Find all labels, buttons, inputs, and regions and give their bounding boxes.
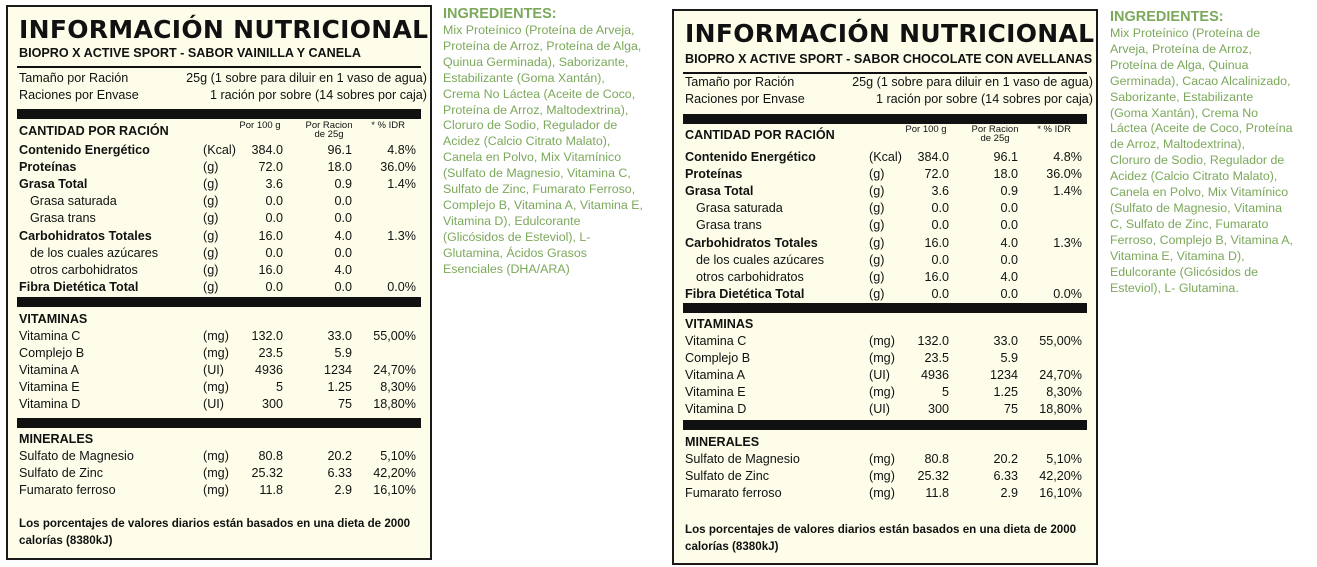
nutrient-row-fibra <box>19 280 427 296</box>
nutrient-row <box>19 246 427 262</box>
ingredients-line: Quinua Germinada), Saborizante, <box>443 54 629 69</box>
value-idr: 5,10% <box>380 449 416 463</box>
nutrient-unit: (UI) <box>203 363 224 378</box>
divider-thick <box>17 418 421 428</box>
value-per-racion: 4.0 <box>1000 269 1018 284</box>
ingredients-line: (Sulfato de Magnesio, Vitamina C, <box>443 166 631 181</box>
nutrient-unit: (Kcal) <box>203 143 236 157</box>
col-header-per100: Por 100 g <box>905 124 947 135</box>
nutrient-unit: (mg) <box>869 486 895 501</box>
nutrient-row <box>685 167 1093 183</box>
ingredients-line: Mix Proteínico (Proteína de Arveja, <box>443 23 635 37</box>
nutrient-unit: (g) <box>203 194 219 209</box>
value-per-100g: 72.0 <box>258 160 283 175</box>
value-per-racion: 96.1 <box>327 143 352 157</box>
nutrient-unit: (g) <box>869 167 885 182</box>
value-per-100g: 0.0 <box>931 286 949 301</box>
nutrient-row <box>19 194 427 210</box>
nutrient-row <box>685 270 1093 286</box>
vitamin-row <box>19 346 427 362</box>
value-per-racion: 18.0 <box>327 160 352 175</box>
value-per-100g: 3.6 <box>931 184 949 199</box>
ingredients-title: INGREDIENTES: <box>443 6 557 22</box>
value-per-racion: 0.0 <box>1000 252 1018 267</box>
ingredients-line: Esenciales (DHA/ARA) <box>443 261 570 276</box>
nutrient-row-fibra <box>685 287 1093 303</box>
serving-value: 25g (1 sobre para diluir en 1 vaso de agua) <box>852 75 1093 89</box>
value-per-racion: 4.0 <box>1000 235 1018 250</box>
nutrient-name: Vitamina D <box>685 402 747 417</box>
nutrient-row <box>19 211 427 227</box>
value-per-100g: 16.0 <box>258 262 283 277</box>
nutrient-name: Grasa saturada <box>30 194 117 209</box>
ingredients-line: Sulfato de Zinc, Fumarato Ferroso, <box>443 182 636 197</box>
ingredients-line: Ferroso, Complejo B, Vitamina A, <box>1110 232 1293 247</box>
value-idr: 0.0% <box>387 279 416 294</box>
nutrient-row <box>19 143 427 159</box>
nutrient-row <box>19 160 427 176</box>
value-per-100g: 0.0 <box>265 279 283 294</box>
vitamin-row <box>685 368 1093 384</box>
mineral-row <box>19 466 427 482</box>
value-per-racion: 5.9 <box>334 346 352 361</box>
ingredients-line: Saborizante, Estabilizante <box>1110 89 1254 104</box>
nutrient-name: Vitamina A <box>19 363 79 378</box>
serving-label: Raciones por Envase <box>685 92 805 106</box>
nutrient-unit: (Kcal) <box>869 150 902 164</box>
value-per-100g: 80.8 <box>924 452 949 466</box>
ingredients-line: (Sulfato de Magnesio, Vitamina <box>1110 200 1282 215</box>
value-idr: 18,80% <box>1039 402 1082 417</box>
divider-thick <box>683 114 1087 124</box>
value-per-racion: 1234 <box>989 368 1018 383</box>
value-per-100g: 23.5 <box>258 346 283 361</box>
nutrient-unit: (g) <box>203 228 219 243</box>
nutrient-name: Carbohidratos Totales <box>19 228 152 243</box>
nutrient-unit: (mg) <box>869 469 895 484</box>
value-idr: 1.4% <box>387 177 416 192</box>
ingredients-line: Crema No Láctea (Aceite de Coco, <box>443 86 636 101</box>
nutrient-name: Fibra Dietética Total <box>19 279 139 294</box>
value-idr: 55,00% <box>1039 334 1082 348</box>
nutrient-unit: (g) <box>869 218 885 233</box>
ingredients-line: de Arroz, Maltodextrina), <box>1110 137 1245 152</box>
divider <box>17 66 421 68</box>
nutrient-unit: (UI) <box>203 397 224 412</box>
value-idr: 42,20% <box>1039 469 1082 484</box>
value-per-racion: 1234 <box>323 363 352 378</box>
ingredients-line: (Goma Xantán), Crema No <box>1110 105 1259 120</box>
nutrient-unit: (mg) <box>869 351 895 366</box>
nutrient-name: Vitamina E <box>685 385 746 400</box>
value-per-100g: 16.0 <box>924 235 949 250</box>
value-per-100g: 384.0 <box>251 143 283 157</box>
value-per-racion: 2.9 <box>334 483 352 498</box>
nutrient-unit: (g) <box>869 235 885 250</box>
value-idr: 18,80% <box>373 397 416 412</box>
nutrient-name: Contenido Energético <box>685 150 816 164</box>
value-per-100g: 300 <box>261 397 283 412</box>
nutrient-row <box>685 201 1093 217</box>
product-subtitle: BIOPRO X ACTIVE SPORT - SABOR VAINILLA Y CANELA <box>19 46 361 60</box>
value-per-racion: 1.25 <box>327 380 352 395</box>
value-per-100g: 16.0 <box>258 228 283 243</box>
value-idr: 1.3% <box>1053 235 1082 250</box>
value-per-racion: 0.0 <box>334 279 352 294</box>
nutrient-row <box>19 263 427 279</box>
value-per-100g: 0.0 <box>265 245 283 260</box>
value-per-100g: 132.0 <box>251 329 283 343</box>
nutrient-unit: (mg) <box>203 380 229 395</box>
nutrient-unit: (mg) <box>203 483 229 498</box>
nutrient-name: Complejo B <box>19 346 85 361</box>
ingredients-title: INGREDIENTES: <box>1110 9 1224 25</box>
value-per-100g: 0.0 <box>265 211 283 226</box>
nutrient-name: Vitamina C <box>19 329 81 343</box>
value-per-racion: 4.0 <box>334 262 352 277</box>
col-header-idr: * % IDR <box>371 120 405 131</box>
value-per-racion: 33.0 <box>993 334 1018 348</box>
nutrient-name: Complejo B <box>685 351 751 366</box>
ingredients-line: (Glicósidos de Esteviol), L- <box>443 229 591 244</box>
serving-value: 1 ración por sobre (14 sobres por caja) <box>875 92 1093 106</box>
value-per-100g: 4936 <box>254 363 283 378</box>
vitaminas-header: VITAMINAS <box>19 312 88 326</box>
nutrient-unit: (mg) <box>869 385 895 400</box>
value-per-racion: 0.0 <box>1000 201 1018 216</box>
nutrient-unit: (g) <box>203 160 219 175</box>
nutrient-name: Fumarato ferroso <box>19 483 116 498</box>
nutrient-name: otros carbohidratos <box>696 269 804 284</box>
value-per-100g: 0.0 <box>931 201 949 216</box>
nutrient-name: de los cuales azúcares <box>696 252 825 267</box>
value-idr: 1.3% <box>387 228 416 243</box>
value-per-100g: 25.32 <box>917 469 949 484</box>
nutrient-row <box>19 177 427 193</box>
value-idr: 36.0% <box>380 160 416 175</box>
value-per-100g: 4936 <box>920 368 949 383</box>
nutrient-name: Contenido Energético <box>19 143 150 157</box>
nutrient-name: Sulfato de Magnesio <box>685 452 800 466</box>
minerales-header: MINERALES <box>685 435 760 449</box>
ingredients-line: Acidez (Calcio Citrato Malato), <box>1110 169 1278 184</box>
nutrient-name: Sulfato de Zinc <box>685 469 770 484</box>
value-idr: 0.0% <box>1053 286 1082 301</box>
nutrition-panel-vainilla <box>6 5 432 560</box>
nutrient-row <box>685 184 1093 200</box>
panel-title: INFORMACIÓN NUTRICIONAL <box>19 15 429 44</box>
nutrient-unit: (mg) <box>203 449 229 463</box>
value-per-racion: 5.9 <box>1000 351 1018 366</box>
panel-title: INFORMACIÓN NUTRICIONAL <box>685 19 1095 48</box>
value-per-100g: 5 <box>275 380 283 395</box>
mineral-row <box>685 486 1093 502</box>
ingredients-line: Vitamina D), Edulcorante <box>443 213 581 228</box>
nutrient-row <box>685 218 1093 234</box>
ingredients-line: Cloruro de Sodio, Regulador de <box>1110 153 1285 168</box>
serving-value: 1 ración por sobre (14 sobres por caja) <box>209 88 427 102</box>
serving-label: Raciones por Envase <box>19 88 139 102</box>
col-header-per100: Por 100 g <box>239 120 281 131</box>
col-header-idr: * % IDR <box>1037 124 1071 135</box>
value-per-100g: 25.32 <box>251 466 283 481</box>
col-header-per-racion-line2: de 25g <box>980 133 1010 144</box>
vitamin-row <box>19 329 427 345</box>
value-per-racion: 75 <box>1003 402 1018 417</box>
nutrient-unit: (mg) <box>203 329 229 343</box>
value-per-100g: 72.0 <box>924 167 949 182</box>
nutrient-unit: (g) <box>203 262 219 277</box>
value-per-racion: 2.9 <box>1000 486 1018 501</box>
divider-thick <box>17 297 421 307</box>
value-idr: 55,00% <box>373 329 416 343</box>
col-header-per-racion <box>299 121 359 139</box>
value-per-100g: 384.0 <box>917 150 949 164</box>
serving-value: 25g (1 sobre para diluir en 1 vaso de agua) <box>186 71 427 85</box>
nutrient-name: Sulfato de Magnesio <box>19 449 134 463</box>
nutrient-name: Sulfato de Zinc <box>19 466 104 481</box>
nutrient-name: Grasa trans <box>30 211 96 226</box>
value-per-100g: 0.0 <box>931 218 949 233</box>
nutrient-row <box>685 253 1093 269</box>
nutrient-unit: (mg) <box>203 346 229 361</box>
value-per-racion: 1.25 <box>993 385 1018 400</box>
nutrient-unit: (g) <box>869 286 885 301</box>
nutrient-name: Carbohidratos Totales <box>685 235 818 250</box>
divider-thick <box>683 303 1087 313</box>
ingredients-line: Proteína de Arroz, Proteína de Alga, <box>443 38 642 53</box>
value-per-racion: 6.33 <box>327 466 352 481</box>
ingredients-line: Edulcorante (Glicósidos de <box>1110 264 1259 279</box>
ingredients-line: Proteína de Arroz, Maltodextrina), <box>443 102 629 117</box>
ingredients-line: Vitamina E, Vitamina D), <box>1110 248 1245 263</box>
value-per-100g: 0.0 <box>931 252 949 267</box>
nutrient-unit: (g) <box>869 184 885 199</box>
vitamin-row <box>685 351 1093 367</box>
value-idr: 1.4% <box>1053 184 1082 199</box>
ingredients-line: Complejo B, Vitamina A, Vitamina E, <box>443 197 643 212</box>
value-idr: 42,20% <box>373 466 416 481</box>
nutrient-name: Grasa Total <box>685 184 754 199</box>
col-header-per-racion-line1: Por Racion <box>971 124 1019 135</box>
nutrient-row <box>685 236 1093 252</box>
vitamin-row <box>685 385 1093 401</box>
nutrient-name: Grasa trans <box>696 218 762 233</box>
value-per-racion: 0.0 <box>334 194 352 209</box>
value-per-racion: 0.0 <box>334 211 352 226</box>
value-idr: 4.8% <box>1053 150 1082 164</box>
vitamin-row <box>19 363 427 379</box>
vitamin-row <box>685 402 1093 418</box>
value-per-100g: 23.5 <box>924 351 949 366</box>
ingredients-line: Estabilizante (Goma Xantán), <box>443 70 605 85</box>
ingredients-chocolate <box>1110 9 1315 296</box>
value-idr: 24,70% <box>373 363 416 378</box>
value-per-racion: 33.0 <box>327 329 352 343</box>
nutrient-name: Proteínas <box>19 160 77 175</box>
mineral-row <box>685 452 1093 468</box>
col-header-per-racion-line1: Por Racion <box>305 120 353 131</box>
serving-label: Tamaño por Ración <box>19 71 129 85</box>
nutrient-name: Fumarato ferroso <box>685 486 782 501</box>
nutrient-unit: (g) <box>203 211 219 226</box>
value-per-racion: 20.2 <box>327 449 352 463</box>
product-subtitle: BIOPRO X ACTIVE SPORT - SABOR CHOCOLATE CON AVELLANAS <box>685 52 1093 66</box>
nutrient-name: Grasa Total <box>19 177 88 192</box>
col-header-per-racion <box>965 125 1025 143</box>
nutrient-unit: (g) <box>203 177 219 192</box>
nutrient-unit: (mg) <box>869 452 895 466</box>
value-per-100g: 300 <box>927 402 949 417</box>
nutrition-panel-chocolate <box>672 9 1098 565</box>
nutrient-name: Grasa saturada <box>696 201 783 216</box>
value-per-racion: 18.0 <box>993 167 1018 182</box>
value-per-racion: 96.1 <box>993 150 1018 164</box>
ingredients-line: Canela en Polvo, Mix Vitamínico <box>1110 185 1289 200</box>
ingredients-line: Esteviol), L- Glutamina. <box>1110 280 1239 295</box>
nutrient-row <box>19 229 427 245</box>
nutrient-name: Vitamina A <box>685 368 745 383</box>
vitamin-row <box>19 380 427 396</box>
vitamin-row <box>685 334 1093 350</box>
value-per-100g: 0.0 <box>265 194 283 209</box>
value-per-100g: 5 <box>941 385 949 400</box>
value-idr: 16,10% <box>373 483 416 498</box>
ingredients-line: Proteína de Alga, Quinua <box>1110 57 1249 72</box>
value-per-racion: 6.33 <box>993 469 1018 484</box>
cantidad-header: CANTIDAD POR RACIÓN <box>19 124 169 138</box>
nutrient-unit: (UI) <box>869 368 890 383</box>
value-per-racion: 20.2 <box>993 452 1018 466</box>
vitaminas-header: VITAMINAS <box>685 317 754 331</box>
value-per-racion: 75 <box>337 397 352 412</box>
col-header-per-racion-line2: de 25g <box>314 129 344 140</box>
ingredients-line: Glutamina, Ácidos Grasos <box>443 245 587 260</box>
nutrient-unit: (g) <box>869 269 885 284</box>
mineral-row <box>19 449 427 465</box>
value-per-100g: 80.8 <box>258 449 283 463</box>
ingredients-line: Germinada), Cacao Alcalinizado, <box>1110 73 1291 88</box>
value-per-100g: 11.8 <box>259 483 283 498</box>
nutrient-name: otros carbohidratos <box>30 262 138 277</box>
ingredients-line: Mix Proteínico (Proteína de <box>1110 26 1261 40</box>
value-idr: 16,10% <box>1039 486 1082 501</box>
nutrient-unit: (g) <box>203 279 219 294</box>
minerales-header: MINERALES <box>19 432 94 446</box>
ingredients-line: C, Sulfato de Zinc, Fumarato <box>1110 216 1269 231</box>
value-idr: 8,30% <box>1046 385 1082 400</box>
value-per-racion: 0.0 <box>334 245 352 260</box>
ingredients-line: Arveja, Proteína de Arroz, <box>1110 41 1252 56</box>
ingredients-line: Canela en Polvo, Mix Vitamínico <box>443 150 622 165</box>
divider <box>683 72 1087 74</box>
ingredients-line: Acidez (Calcio Citrato Malato), <box>443 134 611 149</box>
nutrient-name: Fibra Dietética Total <box>685 286 805 301</box>
ingredients-line: Láctea (Aceite de Coco, Proteína <box>1110 121 1293 136</box>
nutrient-name: Vitamina C <box>685 334 747 348</box>
nutrient-name: Proteínas <box>685 167 743 182</box>
mineral-row <box>685 469 1093 485</box>
value-per-100g: 16.0 <box>924 269 949 284</box>
nutrient-unit: (mg) <box>869 334 895 348</box>
nutrient-row <box>685 150 1093 166</box>
nutrient-unit: (g) <box>203 245 219 260</box>
value-per-100g: 3.6 <box>265 177 283 192</box>
value-per-racion: 0.9 <box>1000 184 1018 199</box>
value-idr: 8,30% <box>380 380 416 395</box>
nutrient-unit: (UI) <box>869 402 890 417</box>
value-idr: 4.8% <box>387 143 416 157</box>
footnote: Los porcentajes de valores diarios están basados en una dieta de 2000 calorías (8380kJ) <box>19 517 411 547</box>
value-idr: 5,10% <box>1046 452 1082 466</box>
value-per-racion: 0.0 <box>1000 286 1018 301</box>
nutrient-name: Vitamina D <box>19 397 81 412</box>
value-idr: 24,70% <box>1039 368 1082 383</box>
footnote: Los porcentajes de valores diarios están basados en una dieta de 2000 calorías (8380kJ) <box>685 523 1077 553</box>
value-per-100g: 132.0 <box>917 334 949 348</box>
nutrient-name: Vitamina E <box>19 380 80 395</box>
nutrient-name: de los cuales azúcares <box>30 245 159 260</box>
mineral-row <box>19 483 427 499</box>
cantidad-header: CANTIDAD POR RACIÓN <box>685 128 835 142</box>
divider-thick <box>683 420 1087 430</box>
value-per-racion: 0.9 <box>334 177 352 192</box>
nutrient-unit: (g) <box>869 201 885 216</box>
nutrient-unit: (g) <box>869 252 885 267</box>
nutrient-unit: (mg) <box>203 466 229 481</box>
value-per-100g: 11.8 <box>925 486 949 501</box>
value-idr: 36.0% <box>1046 167 1082 182</box>
serving-label: Tamaño por Ración <box>685 75 795 89</box>
value-per-racion: 4.0 <box>334 228 352 243</box>
ingredients-vainilla <box>443 6 668 278</box>
ingredients-line: Cloruro de Sodio, Regulador de <box>443 118 618 133</box>
value-per-racion: 0.0 <box>1000 218 1018 233</box>
divider-thick <box>17 109 421 119</box>
vitamin-row <box>19 397 427 413</box>
